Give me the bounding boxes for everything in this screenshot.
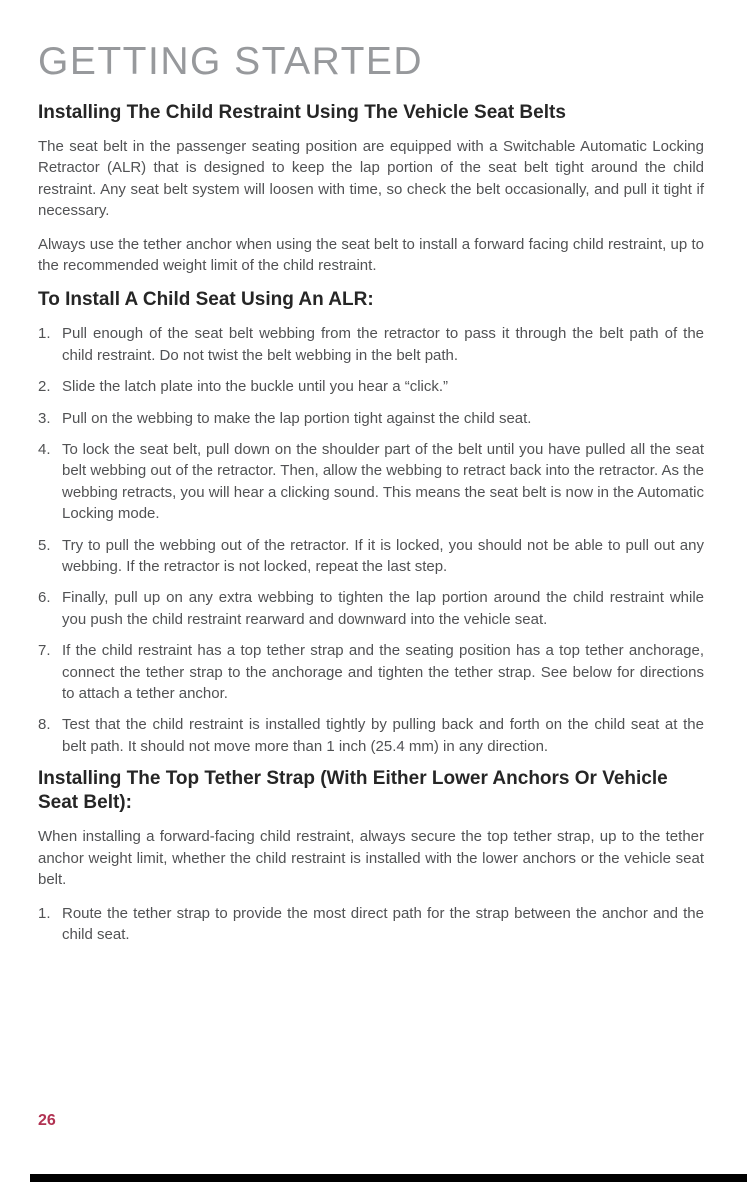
list-item xyxy=(38,376,704,397)
list-item-text: Finally, pull up on any extra webbing to tighten the lap portion around the child restraint while you push the child restraint rearward and downward into the vehicle seat. xyxy=(62,589,704,628)
list-item-number: 7. xyxy=(38,642,51,660)
section-heading-seat-belts: Installing The Child Restraint Using The Vehicle Seat Belts xyxy=(38,101,566,123)
list-item xyxy=(38,587,704,630)
list-item xyxy=(38,903,704,946)
page-title: GETTING STARTED xyxy=(38,40,424,83)
tether-steps-list xyxy=(38,903,704,946)
list-item-number: 6. xyxy=(38,589,51,607)
list-item-number: 1. xyxy=(38,325,51,343)
list-item-number: 5. xyxy=(38,536,51,554)
list-item-text: Try to pull the webbing out of the retractor. If it is locked, you should not be able to pull out any webbing. If the retractor is not locked, repeat the last step. xyxy=(62,536,704,576)
list-item xyxy=(38,714,704,757)
list-item-number: 4. xyxy=(38,441,51,458)
list-item-text: Pull on the webbing to make the lap portion tight against the child seat. xyxy=(62,409,532,427)
page-number: 26 xyxy=(38,1112,56,1129)
list-item-number: 2. xyxy=(38,378,51,396)
paragraph-seat-belts-1: The seat belt in the passenger seating position are equipped with a Switchable Automatic Locking Retractor (ALR) that is designed to keep the lap portion of the seat belt tight around the child restraint. Any seat belt system will loosen with time, so check the belt occasionally, and pull it tight if necessary. xyxy=(38,137,704,220)
list-item-text: Route the tether strap to provide the most direct path for the strap between the anchor and the child seat. xyxy=(62,904,704,943)
list-item-text: Slide the latch plate into the buckle until you hear a “click.” xyxy=(62,378,449,396)
list-item xyxy=(38,439,704,525)
list-item xyxy=(38,640,704,704)
list-item-text: To lock the seat belt, pull down on the shoulder part of the belt until you have pulled all the seat belt webbing out of the retractor. Then, allow the webbing to retract back into the retractor. As the webbing retracts, you will hear a clicking sound. This means the seat belt is now in the Automatic Locking mode. xyxy=(62,441,704,523)
list-item-number: 3. xyxy=(38,409,51,427)
alr-steps-list xyxy=(38,323,704,757)
paragraph-tether-1: When installing a forward-facing child restraint, always secure the top tether strap, up to the tether anchor weight limit, whether the child restraint is installed with the lower anchors or the vehicle seat belt. xyxy=(38,828,704,889)
list-item xyxy=(38,323,704,366)
list-item xyxy=(38,408,704,429)
paragraph-seat-belts-2: Always use the tether anchor when using the seat belt to install a forward facing child restraint, up to the recommended weight limit of the child restraint. xyxy=(38,235,704,274)
list-item xyxy=(38,535,704,578)
bottom-edge-bar xyxy=(30,1174,747,1182)
section-heading-tether: Installing The Top Tether Strap (With Either Lower Anchors Or Vehicle Seat Belt): xyxy=(38,768,668,814)
list-item-number: 8. xyxy=(38,716,51,734)
section-heading-alr: To Install A Child Seat Using An ALR: xyxy=(38,289,374,311)
list-item-text: Pull enough of the seat belt webbing from the retractor to pass it through the belt path of the child restraint. Do not twist the belt webbing in the belt path. xyxy=(62,325,704,364)
list-item-text: If the child restraint has a top tether strap and the seating position has a top tether anchorage, connect the tether strap to the anchorage and tighten the tether strap. See below for directions to attach a tether anchor. xyxy=(62,642,704,703)
list-item-text: Test that the child restraint is installed tightly by pulling back and forth on the child seat at the belt path. It should not move more than 1 inch (25.4 mm) in any direction. xyxy=(62,716,704,755)
list-item-number: 1. xyxy=(38,904,51,922)
